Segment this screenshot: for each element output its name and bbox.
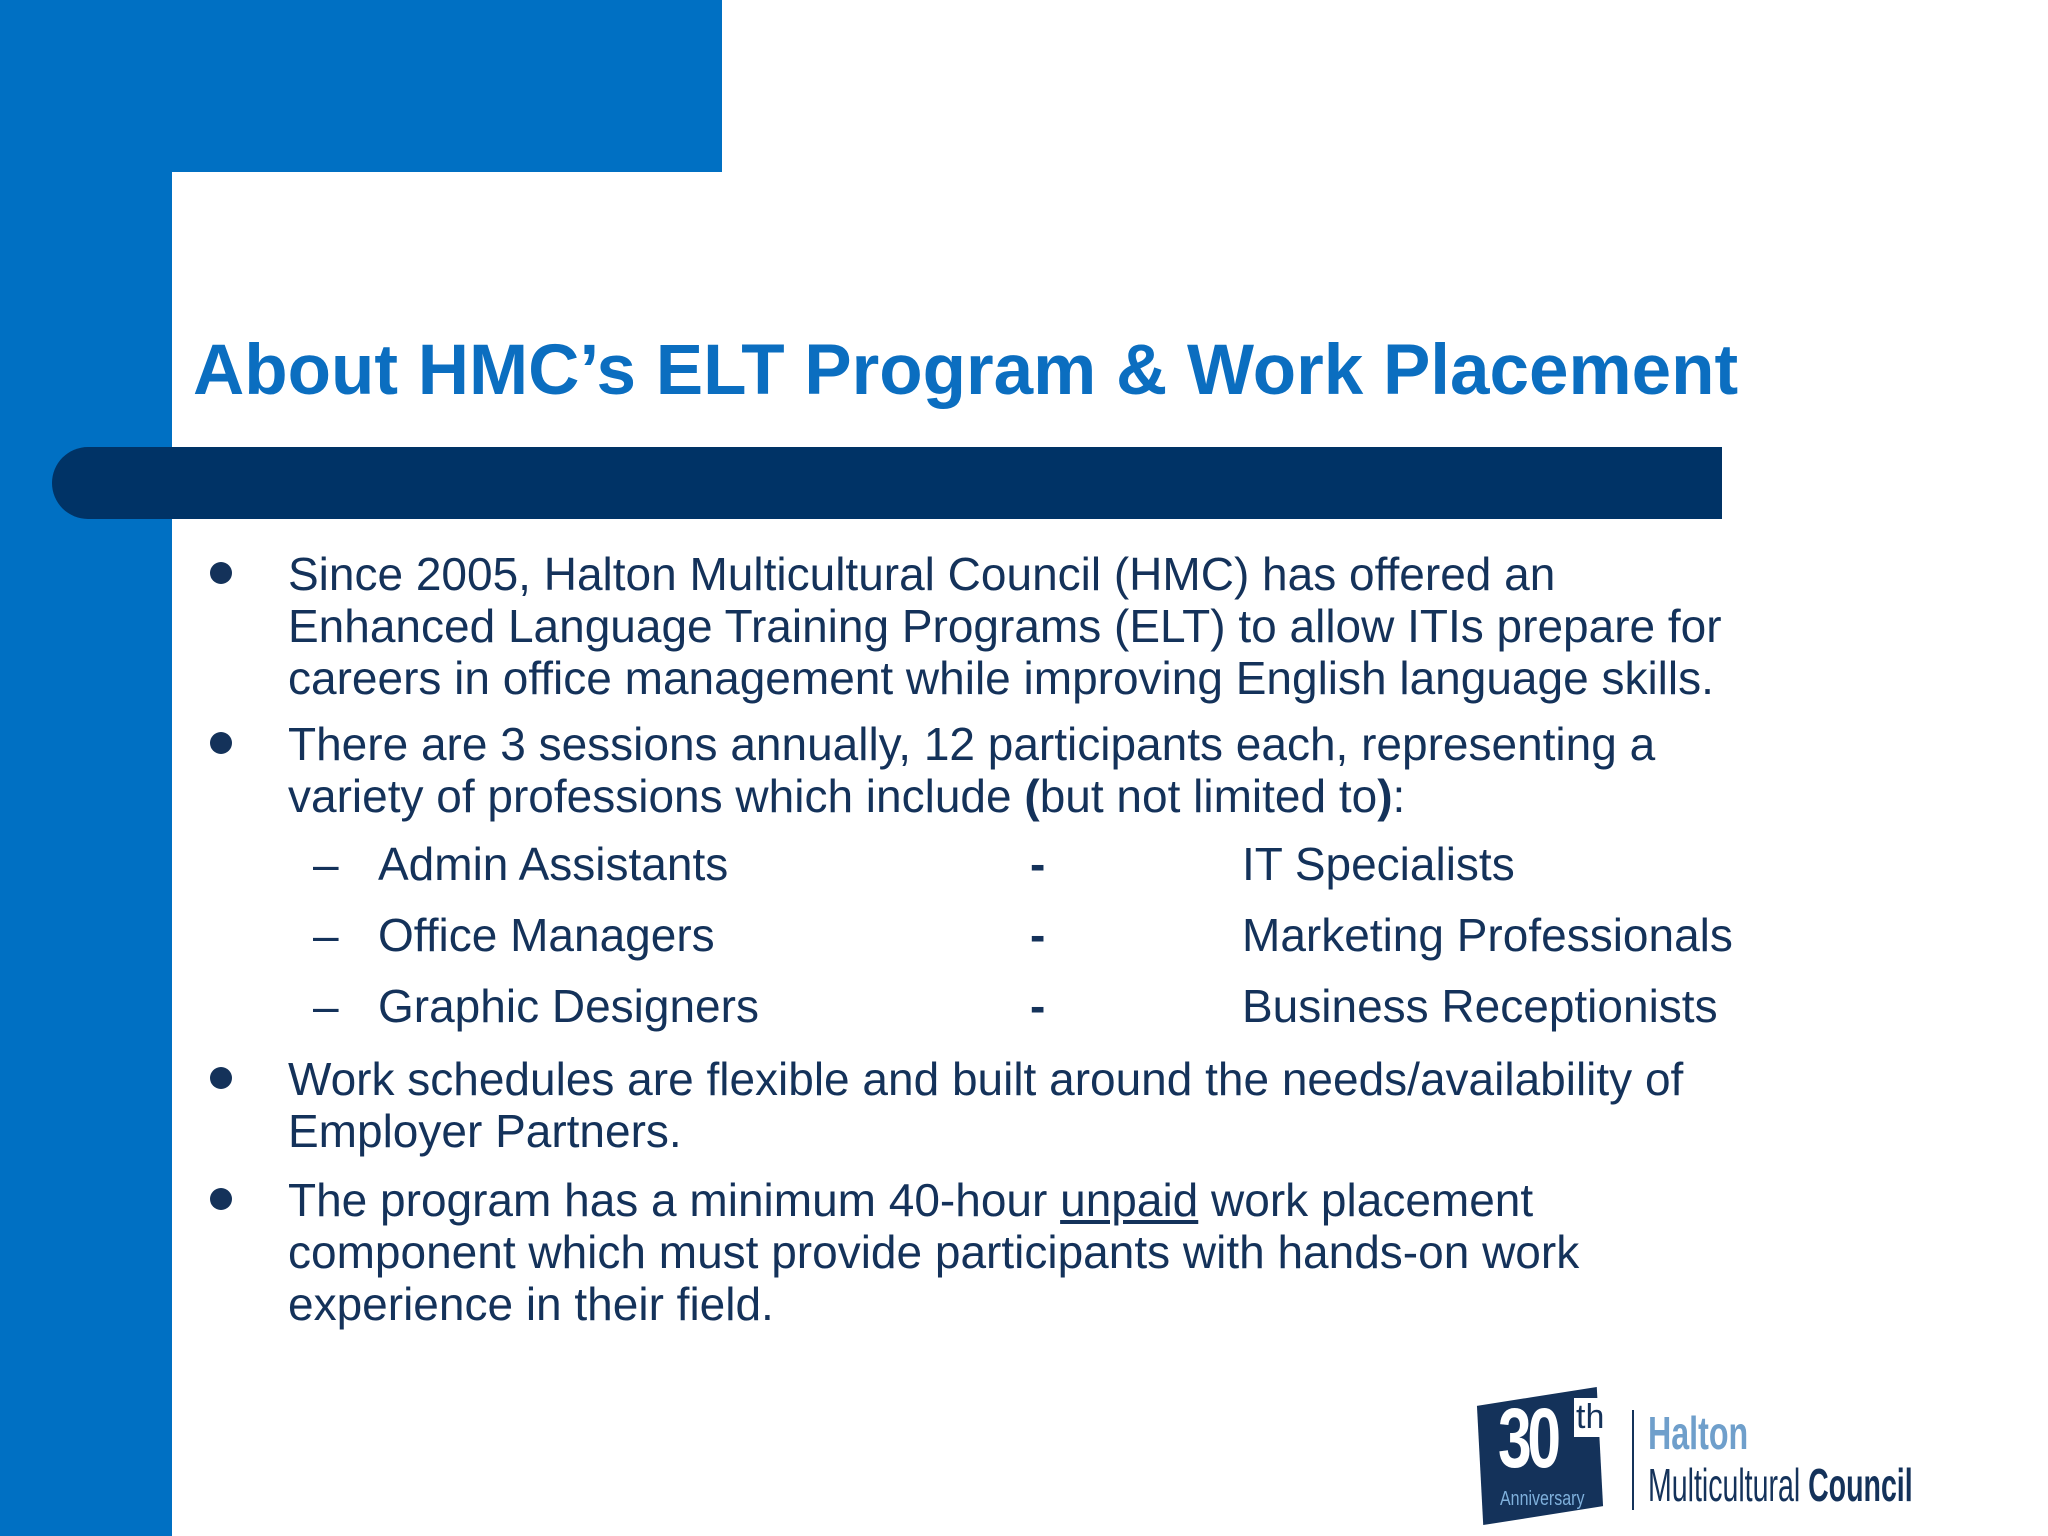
hmc-anniversary-logo (1480, 1388, 1950, 1523)
logo-suffix: th (1576, 1398, 1605, 1436)
logo-number: 30 (1498, 1391, 1557, 1485)
bullet-segment: work placement (1198, 1174, 1534, 1226)
profession-right: IT Specialists (1242, 838, 1515, 890)
bullet-line: There are 3 sessions annually, 12 participants each, representing a (288, 718, 1656, 770)
bullet-line: careers in office management while improving English language skills. (288, 652, 1714, 704)
bullet-line: Since 2005, Halton Multicultural Council (HMC) has offered an (288, 548, 1556, 600)
logo-divider (1632, 1410, 1634, 1510)
bullet-text (288, 1174, 1579, 1330)
bullet-line: Enhanced Language Training Programs (ELT) to allow ITIs prepare for (288, 600, 1722, 652)
bullet-text (288, 548, 1722, 704)
profession-separator: - (1030, 980, 1046, 1032)
bullet-icon (210, 732, 232, 754)
logo-org-word: Council (1808, 1459, 1913, 1511)
bullet-icon (210, 562, 232, 584)
bullet-segment: : (1392, 770, 1406, 822)
logo-anniversary: Anniversary (1500, 1488, 1585, 1510)
profession-left: Admin Assistants (378, 838, 729, 890)
profession-right: Business Receptionists (1242, 980, 1718, 1032)
paren-close: ) (1377, 770, 1393, 822)
logo-org-name: Halton (1648, 1407, 1749, 1459)
bullet-segment: The program has a minimum 40-hour (288, 1174, 1061, 1226)
profession-left: Graphic Designers (378, 980, 759, 1032)
sub-bullet-dash: – (313, 980, 339, 1032)
bullet-line (288, 1174, 1579, 1226)
logo-org-word: Multicultural (1648, 1459, 1809, 1511)
profession-right: Marketing Professionals (1242, 909, 1733, 961)
profession-left: Office Managers (378, 909, 715, 961)
bullet-line: Work schedules are flexible and built around the needs/availability of (288, 1053, 1684, 1105)
bullet-line: component which must provide participants with hands-on work (288, 1226, 1580, 1278)
bullet-line: experience in their field. (288, 1278, 774, 1330)
sub-bullet-dash: – (313, 838, 339, 890)
profession-row (0, 838, 2048, 898)
profession-row (0, 909, 2048, 969)
profession-row (0, 980, 2048, 1040)
underlined-word: unpaid (1060, 1174, 1199, 1226)
bullet-line (288, 770, 1655, 822)
bullet-line: Employer Partners. (288, 1105, 682, 1157)
profession-separator: - (1030, 909, 1046, 961)
bullet-icon (210, 1188, 232, 1210)
bullet-icon (210, 1067, 232, 1089)
sub-bullet-dash: – (313, 909, 339, 961)
bullet-text (288, 718, 1655, 822)
logo-org-subtitle (1648, 1458, 1913, 1512)
bullet-text (288, 1053, 1683, 1157)
bullet-segment: but not limited to (1039, 770, 1378, 822)
slide-title: About HMC’s ELT Program & Work Placement (193, 331, 1739, 410)
bullet-segment: variety of professions which include (288, 770, 1025, 822)
profession-separator: - (1030, 838, 1046, 890)
paren-open: ( (1024, 770, 1040, 822)
